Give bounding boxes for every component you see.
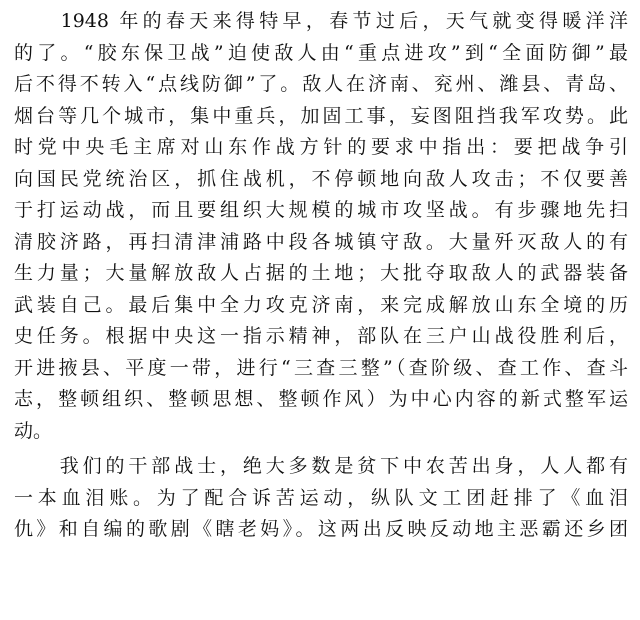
text-line: 开进掖县、平度一带，进行“三查三整”（查阶级、查工作、查斗	[14, 356, 628, 379]
text-line: 时党中央毛主席对山东作战方针的要求中指出：要把战争引	[14, 136, 628, 158]
text-line: 一本血泪账。为了配合诉苦运动，纵队文工团赶排了《血泪	[14, 486, 628, 509]
text-line: 1948 年的春天来得特早，春节过后，天气就变得暖洋洋	[14, 10, 628, 32]
document-page	[14, 6, 628, 546]
paragraph-1	[14, 6, 628, 447]
paragraph-2	[14, 451, 628, 546]
text-line: 仇》和自编的歌剧《瞎老妈》。这两出反映反动地主恶霸还乡团	[14, 518, 628, 540]
text-line: 后不得不转入“点线防御”了。敌人在济南、兖州、潍县、青岛、	[14, 73, 628, 95]
text-line: 于打运动战，而且要组织大规模的城市攻坚战。有步骤地先扫	[14, 199, 628, 221]
text-line: 的了。“胶东保卫战”迫使敌人由“重点进攻”到“全面防御”最	[14, 41, 628, 64]
text-line: 我们的干部战士，绝大多数是贫下中农苦出身，人人都有	[14, 455, 628, 477]
text-line: 向国民党统治区，抓住战机，不停顿地向敌人攻击；不仅要善	[14, 167, 628, 190]
text-line: 清胶济路，再扫清津浦路中段各城镇守敌。大量歼灭敌人的有	[14, 230, 628, 253]
text-line: 烟台等几个城市，集中重兵，加固工事，妄图阻挡我军攻势。此	[14, 104, 628, 127]
text-line: 志，整顿组织、整顿思想、整顿作风）为中心内容的新式整军运	[14, 388, 628, 410]
text-line: 史任务。根据中央这一指示精神，部队在三户山战役胜利后，	[14, 325, 628, 347]
text-line: 生力量；大量解放敌人占据的土地；大批夺取敌人的武器装备	[14, 262, 628, 284]
text-line: 动。	[14, 419, 53, 442]
text-line: 武装自己。最后集中全力攻克济南，来完成解放山东全境的历	[14, 293, 628, 316]
